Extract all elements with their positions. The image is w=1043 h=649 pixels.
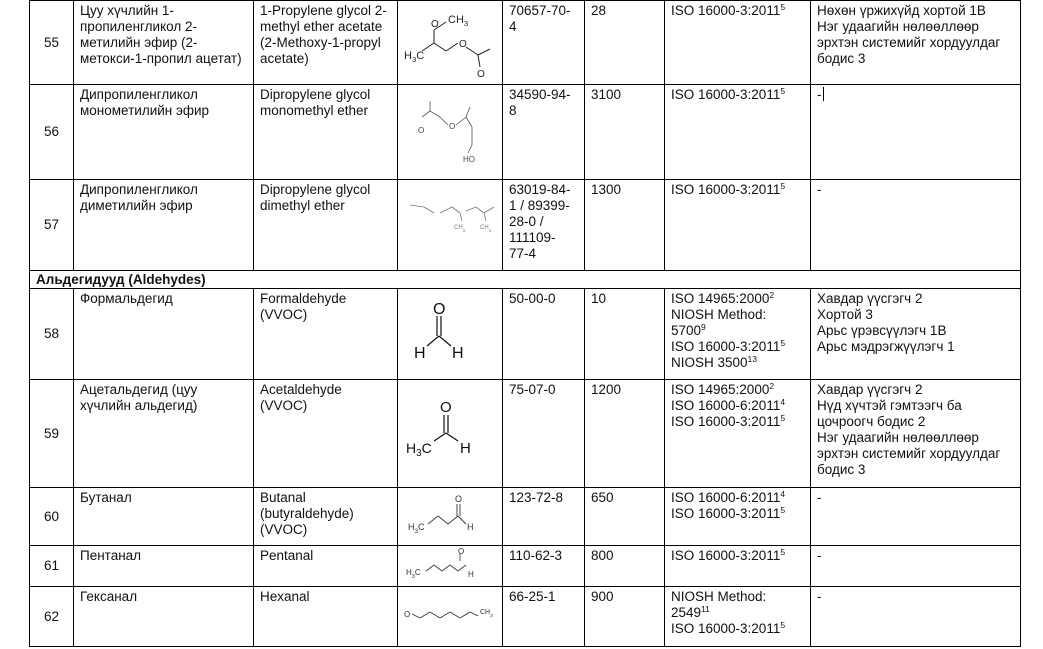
method-item (671, 291, 805, 307)
table-row (30, 380, 1021, 488)
section-title: Альдегидууд (Aldehydes) (30, 271, 1021, 289)
section-header-row (30, 271, 1021, 289)
method-item (671, 490, 805, 506)
test-methods (665, 85, 811, 180)
structure-label: O (440, 398, 452, 416)
hazard-class: Хавдар үүсгэгч 2 Хортой 3 Арьс үрэвсүүлэгч 1В Арьс мэдрэгжүүлэгч 1 (811, 289, 1021, 380)
structure-cell (398, 1, 503, 85)
structure-cell (398, 380, 503, 488)
hazard-class: - (811, 180, 1021, 271)
method-reference: 13 (747, 354, 758, 364)
cas-number: 75-07-0 (503, 380, 585, 488)
table-row (30, 546, 1021, 587)
cas-number: 66-25-1 (503, 587, 585, 647)
name-english: Formaldehyde (VVOC) (254, 289, 398, 380)
method-reference: 2 (769, 290, 775, 300)
structure-label: O (458, 547, 465, 556)
structure-formula-58 (400, 294, 500, 374)
method-text: ISO 16000-6:2011 (671, 398, 781, 413)
hazard-class: Нөхөн үржихүйд хортой 1В Нэг удаагийн нөлөөллөөр эрхтэн системийг хордуулдаг бодис 3 (811, 1, 1021, 85)
cas-number: 50-00-0 (503, 289, 585, 380)
structure-label: O (433, 301, 446, 318)
limit-value: 28 (585, 1, 665, 85)
test-methods (665, 587, 811, 647)
method-reference: 2 (769, 381, 775, 391)
structure-cell (398, 587, 503, 647)
row-number: 58 (30, 289, 74, 380)
method-reference: 5 (780, 547, 786, 557)
table-row (30, 289, 1021, 380)
cas-number: 110-62-3 (503, 546, 585, 587)
structure-label: $H_3C$ (406, 568, 421, 580)
method-text: NIOSH 3500 (671, 355, 748, 370)
name-mongolian: Дипропиленгликол диметилийн эфир (74, 180, 254, 271)
structure-label: O (459, 38, 467, 50)
method-text: ISO 16000-3:2011 (671, 621, 781, 636)
method-text: ISO 16000-3:2011 (671, 87, 781, 102)
hazard-class: Хавдар үүсгэгч 2 Нүд хүчтэй гэмтээгч ба цочроогч бодис 2 Нэг удаагийн нөлөөллөөр эрхтэн системийг хордуулдаг бодис 3 (811, 380, 1021, 488)
limit-value: 900 (585, 587, 665, 647)
method-item (671, 182, 805, 198)
structure-formula-62 (400, 592, 500, 642)
method-item (671, 355, 805, 371)
structure-formula-57 (400, 185, 500, 265)
name-mongolian: Дипропиленгликол монометилийн эфир (74, 85, 254, 180)
method-text: ISO 16000-6:2011 (671, 490, 781, 505)
method-reference: 5 (780, 86, 786, 96)
method-text: NIOSH Method: 2549 (671, 589, 767, 620)
structure-label: HO (463, 155, 475, 164)
structure-label: $H_3C$ (406, 439, 432, 459)
structure-label: $CH_3$ (448, 13, 469, 28)
method-reference: 5 (780, 2, 786, 12)
name-english: Hexanal (254, 587, 398, 647)
structure-label: O (418, 126, 425, 135)
hazard-class[interactable] (811, 85, 1021, 180)
structure-label: H (460, 439, 471, 457)
table-row (30, 1, 1021, 85)
name-english: 1-Propylene glycol 2- methyl ether acetate (2-Methoxy-1-propyl acetate) (254, 1, 398, 85)
method-item (671, 589, 805, 621)
hazard-class: - (811, 587, 1021, 647)
name-english: Acetaldehyde (VVOC) (254, 380, 398, 488)
row-number: 59 (30, 380, 74, 488)
row-number: 62 (30, 587, 74, 647)
method-item (671, 621, 805, 637)
structure-label: $H_3C$ (408, 521, 425, 535)
structure-label: $H_3C$ (404, 49, 425, 64)
structure-formula-55 (400, 3, 500, 83)
method-text: ISO 16000-3:2011 (671, 548, 781, 563)
hazard-text: - (817, 87, 822, 102)
structure-label: H (468, 570, 474, 579)
text-cursor (823, 87, 824, 101)
method-reference: 5 (780, 181, 786, 191)
structure-label: H (452, 345, 464, 362)
structure-label: H (467, 521, 474, 532)
method-text: ISO 16000-3:2011 (671, 3, 781, 18)
cas-number: 70657-70- 4 (503, 1, 585, 85)
name-english: Dipropylene glycol dimethyl ether (254, 180, 398, 271)
structure-label: O (431, 18, 439, 30)
test-methods (665, 546, 811, 587)
table-row (30, 180, 1021, 271)
method-reference: 5 (780, 413, 786, 423)
limit-value: 650 (585, 488, 665, 546)
structure-cell (398, 546, 503, 587)
structure-formula-61 (400, 547, 500, 585)
method-item (671, 339, 805, 355)
row-number: 60 (30, 488, 74, 546)
table-row (30, 488, 1021, 546)
structure-cell (398, 85, 503, 180)
name-english: Pentanal (254, 546, 398, 587)
method-reference: 5 (780, 505, 786, 515)
name-mongolian: Бутанал (74, 488, 254, 546)
test-methods (665, 488, 811, 546)
name-english: Butanal (butyraldehyde) (VVOC) (254, 488, 398, 546)
substances-table (29, 0, 1021, 647)
method-reference: 4 (780, 397, 786, 407)
row-number: 57 (30, 180, 74, 271)
structure-label: O (455, 493, 463, 504)
structure-formula-56 (400, 87, 500, 177)
method-item (671, 548, 805, 564)
method-text: ISO 14965:2000 (671, 291, 770, 306)
structure-label: $CH_3$ (454, 225, 466, 233)
method-reference: 4 (780, 489, 786, 499)
structure-formula-60 (400, 490, 500, 544)
limit-value: 3100 (585, 85, 665, 180)
structure-label: $CH_3$ (480, 225, 492, 233)
structure-label: $CH_3$ (480, 608, 493, 619)
structure-cell (398, 289, 503, 380)
hazard-class: - (811, 546, 1021, 587)
name-english: Dipropylene glycol monomethyl ether (254, 85, 398, 180)
test-methods (665, 289, 811, 380)
structure-cell (398, 180, 503, 271)
row-number: 56 (30, 85, 74, 180)
structure-label: O (404, 609, 411, 619)
hazard-class: - (811, 488, 1021, 546)
limit-value: 800 (585, 546, 665, 587)
test-methods (665, 380, 811, 488)
name-mongolian: Гексанал (74, 587, 254, 647)
limit-value: 1300 (585, 180, 665, 271)
cas-number: 34590-94- 8 (503, 85, 585, 180)
method-text: ISO 16000-3:2011 (671, 506, 781, 521)
method-item (671, 414, 805, 430)
method-item (671, 3, 805, 19)
name-mongolian: Пентанал (74, 546, 254, 587)
method-item (671, 398, 805, 414)
method-reference: 5 (780, 620, 786, 630)
method-item (671, 87, 805, 103)
structure-formula-59 (400, 389, 500, 479)
cas-number: 63019-84- 1 / 89399- 28-0 / 111109- 77-4 (503, 180, 585, 271)
method-item (671, 307, 805, 339)
row-number: 61 (30, 546, 74, 587)
method-text: ISO 16000-3:2011 (671, 339, 781, 354)
cas-number: 123-72-8 (503, 488, 585, 546)
structure-label: O (477, 68, 485, 80)
structure-label: O (449, 122, 456, 131)
structure-label: H (414, 345, 426, 362)
method-reference: 5 (780, 338, 786, 348)
table-row (30, 587, 1021, 647)
method-text: ISO 14965:2000 (671, 382, 770, 397)
test-methods (665, 180, 811, 271)
method-reference: 11 (701, 604, 710, 614)
limit-value: 1200 (585, 380, 665, 488)
method-text: NIOSH Method: 5700 (671, 307, 767, 338)
method-reference: 9 (701, 322, 706, 332)
method-item (671, 506, 805, 522)
name-mongolian: Ацетальдегид (цуу хүчлийн альдегид) (74, 380, 254, 488)
method-text: ISO 16000-3:2011 (671, 182, 781, 197)
method-item (671, 382, 805, 398)
test-methods (665, 1, 811, 85)
structure-cell (398, 488, 503, 546)
name-mongolian: Цуу хүчлийн 1- пропиленгликол 2- метилийн эфир (2- метокси-1-пропил ацетат) (74, 1, 254, 85)
name-mongolian: Формальдегид (74, 289, 254, 380)
table-row (30, 85, 1021, 180)
limit-value: 10 (585, 289, 665, 380)
row-number: 55 (30, 1, 74, 85)
method-text: ISO 16000-3:2011 (671, 414, 781, 429)
